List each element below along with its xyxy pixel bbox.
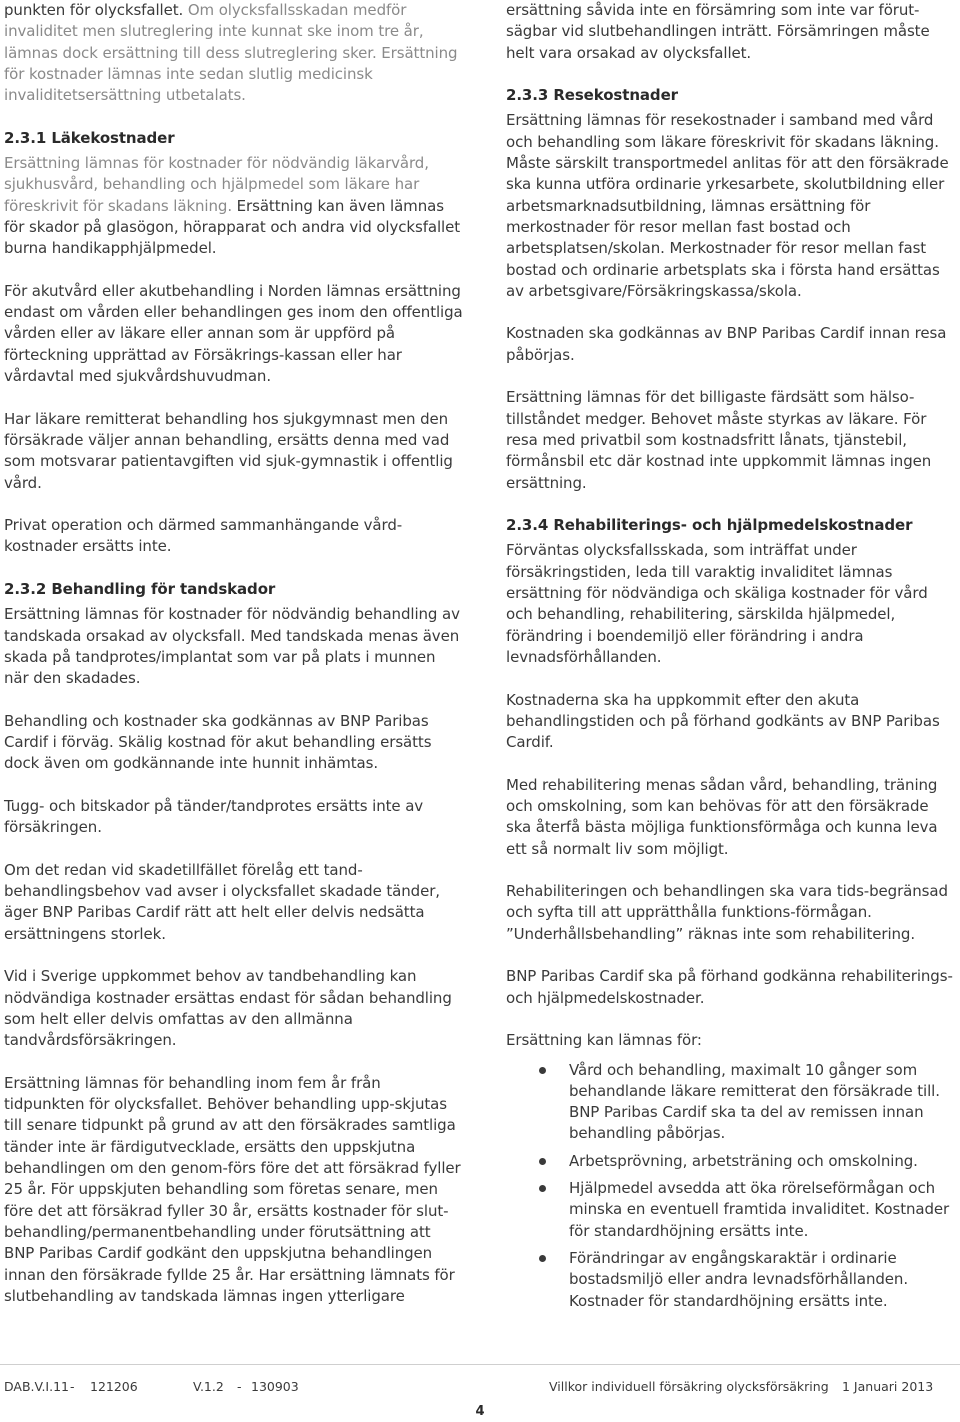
- paragraph-tugg-bitskador: Tugg- och bitskador på tänder/tandprotes ersätts inte av försäkringen.: [4, 796, 424, 837]
- paragraph-lakekostnader-1b: Ersättning kan även lämnas för skador på glasögon, hörapparat och andra vid olycksfallet burna handikapphjälpmedel.: [4, 196, 461, 258]
- heading-2-3-1: 2.3.1 Läkekostnader: [4, 128, 175, 147]
- list-item: [506, 1151, 954, 1172]
- list-item: [506, 1060, 954, 1145]
- list-item-text: Arbetsprövning, arbetsträning och omskolning.: [569, 1151, 918, 1170]
- footer-separator: -: [70, 1379, 75, 1394]
- paragraph-lakekostnader-1: [4, 153, 464, 259]
- paragraph-akuta-behandlingstiden: Kostnaderna ska ha uppkommit efter den akuta behandlingstiden och på förhand godkänts av BNP Paribas Cardif.: [506, 690, 940, 752]
- page-number: 4: [475, 1404, 485, 1419]
- paragraph-tidsbegransad: Rehabiliteringen och behandlingen ska vara tids-begränsad och syfta till att upprätthålla funktions-förmågan. ”Underhållsbehandling” räknas inte som rehabilitering.: [506, 882, 948, 943]
- list-item-text: Förändringar av engångskaraktär i ordinarie bostadsmiljö eller andra levnadsförhållanden. Kostnader för standardhöjning ersätts inte.: [569, 1248, 908, 1310]
- list-item: [506, 1248, 954, 1312]
- paragraph-sverige: Vid i Sverige uppkommet behov av tandbehandling kan nödvändiga kostnader ersättas endast för sådan behandling som helt eller delvis omfattas av den allmänna tandvårdsförsäkringen.: [4, 967, 452, 1050]
- heading-2-3-3: 2.3.3 Resekostnader: [506, 86, 678, 105]
- paragraph-privat-operation: Privat operation och därmed sammanhängande vård-kostnader ersätts inte.: [4, 516, 403, 556]
- paragraph-tandbehandlingsbehov: Om det redan vid skadetillfället förelåg ett tand-behandlingsbehov vad avser i olycksfallet skadade tänder, äger BNP Paribas Cardif rätt att helt eller delvis nedsätta ersättningens storlek.: [4, 860, 440, 943]
- right-column: [506, 0, 954, 1318]
- bullet-list: [506, 1060, 954, 1312]
- paragraph-tandskada: Ersättning lämnas för kostnader för nödvändig behandling av tandskada orsakad av olycksfall. Med tandskada menas även skada på tandprotes/implantat som var på plats i munnen när den skadades.: [4, 605, 460, 688]
- paragraph-resekostnader: Ersättning lämnas för resekostnader i samband med vård och behandling som läkare föreskrivit för skadans läkning. Måste särskilt transportmedel anlitas för att den försäkrade ska kunna utföra ordinarie yrkesarbete, skolutbildning eller arbetsmarknadsutbildning, lämnas ersättning för merkostnader för resor mellan fast bostad och arbetsplatsen/skolan. Merkostnader för resor mellan fast bostad och ordinarie arbetsplats ska i första hand ersättas av arbetsgivare/Försäkringskassa/skola.: [506, 111, 949, 300]
- bullet-icon: [539, 1255, 546, 1262]
- left-column: [4, 0, 464, 1307]
- bullet-icon: [539, 1158, 546, 1165]
- bullet-icon: [539, 1185, 546, 1192]
- paragraph-akutvard: För akutvård eller akutbehandling i Norden lämnas ersättning endast om vården eller behandlingen ges inom den offentliga vården eller av läkare eller annan som är uppförd på förteckning upprättad av Försäkrings-kassan eller har vårdavtal med sjukvårdshuvudman.: [4, 281, 463, 386]
- footer-date: 1 Januari 2013: [842, 1379, 934, 1394]
- paragraph-sjukgymnast: Har läkare remitterat behandling hos sjukgymnast men den försäkrade väljer annan behandling, ersätts denna med vad som motsvarar patientavgiften vid sjuk-gymnastik i offentlig vård.: [4, 409, 453, 492]
- intro-text-part-1: punkten för olycksfallet.: [4, 1, 188, 19]
- paragraph-fardsatt: Ersättning lämnas för det billigaste färdsätt som hälso-tillståndet medger. Behovet måste styrkas av läkare. För resa med privatbil som kostnadsfritt lånats, tjänstebil, förmånsbil etc där kostnad inte uppkommit lämnas ingen ersättning.: [506, 388, 932, 492]
- footer-doc-title: Villkor individuell försäkring olycksförsäkring: [549, 1379, 829, 1394]
- bullet-icon: [539, 1067, 546, 1074]
- paragraph-rehabilitering: Med rehabilitering menas sådan vård, behandling, träning och omskolning, som kan behövas för att den försäkrade ska återfå bästa möjliga funktionsförmåga och kunna leva ett så normalt liv som möjligt.: [506, 775, 938, 858]
- list-item-text: Vård och behandling, maximalt 10 gånger som behandlande läkare remitterat den försäkrade till. BNP Paribas Cardif ska ta del av remissen innan behandling påbörjas.: [569, 1060, 940, 1143]
- footer-doc-number: 121206: [90, 1379, 138, 1394]
- footer-version: V.1.2: [193, 1379, 224, 1394]
- paragraph-forsamring: ersättning såvida inte en försämring som inte var förut-sägbar vid slutbehandlingen inträtt. Försämringen måste helt vara orsakad av olycksfallet.: [506, 1, 930, 62]
- paragraph-kostnad-godkannas: Kostnaden ska godkännas av BNP Paribas Cardif innan resa påbörjas.: [506, 324, 947, 364]
- paragraph-bnp-godkanna: BNP Paribas Cardif ska på förhand godkänna rehabiliterings- och hjälpmedelskostnader.: [506, 967, 953, 1007]
- list-item-text: Hjälpmedel avsedda att öka rörelseförmågan och minska en eventuell framtida invaliditet. Kostnader för standardhöjning ersätts inte.: [569, 1179, 950, 1240]
- paragraph-godkannande: Behandling och kostnader ska godkännas av BNP Paribas Cardif i förväg. Skälig kostnad för akut behandling ersätts dock även om godkännande inte hunnit inhämtas.: [4, 711, 432, 773]
- intro-paragraph: [4, 0, 464, 106]
- footer-version-date: 130903: [251, 1379, 299, 1394]
- footer-doc-code: DAB.V.I.11: [4, 1379, 69, 1394]
- footer-divider: [0, 1364, 960, 1365]
- paragraph-lakekostnader-1a: Ersättning lämnas för kostnader för nödvändig läkarvård, sjukhusvård, behandling och hjälpmedel som läkare har föreskrivit för skadans läkning.: [4, 154, 429, 215]
- footer-separator: -: [237, 1379, 242, 1394]
- paragraph-invaliditet: Förväntas olycksfallsskada, som inträffat under försäkringstiden, leda till varaktig invaliditet lämnas ersättning för nödvändiga och skäliga kostnader för vård och behandling, rehabilitering, särskilda hjälpmedel, förändring i boendemiljö eller förändring i andra levnadsförhållanden.: [506, 541, 928, 666]
- intro-text-highlighted: Om olycksfallsskadan medför invaliditet men slutreglering inte kunnat ske inom tre år, lämnas dock ersättning till dess slutreglering sker. Ersättning för kostnader lämnas inte sedan slutlig medicinsk invaliditetsersättning utbetalats.: [4, 1, 458, 105]
- paragraph-fem-ar: Ersättning lämnas för behandling inom fem år från tidpunkten för olycksfallet. Behöver behandling upp-skjutas till senare tidpunkt på grund av att den försäkrades samtliga tänder inte är färdigutvecklade, ersätts den uppskjutna behandlingen om den genom-förs före det att försäkrad fyller 25 år. För uppskjuten behandling som företas senare, men före det att försäkrad fyller 30 år, ersätts kostnader för slut-behandling/permanentbehandling under förutsättning att BNP Paribas Cardif godkänt den uppskjutna behandlingen innan den försäkrade fyllde 25 år. Har ersättning lämnats för slutbehandling av tandskada lämnas ingen ytterligare: [4, 1073, 461, 1305]
- heading-2-3-4: 2.3.4 Rehabiliterings- och hjälpmedelskostnader: [506, 516, 913, 535]
- list-item: [506, 1178, 954, 1242]
- paragraph-ersattning-for: Ersättning kan lämnas för:: [506, 1031, 702, 1050]
- heading-2-3-2: 2.3.2 Behandling för tandskador: [4, 580, 276, 599]
